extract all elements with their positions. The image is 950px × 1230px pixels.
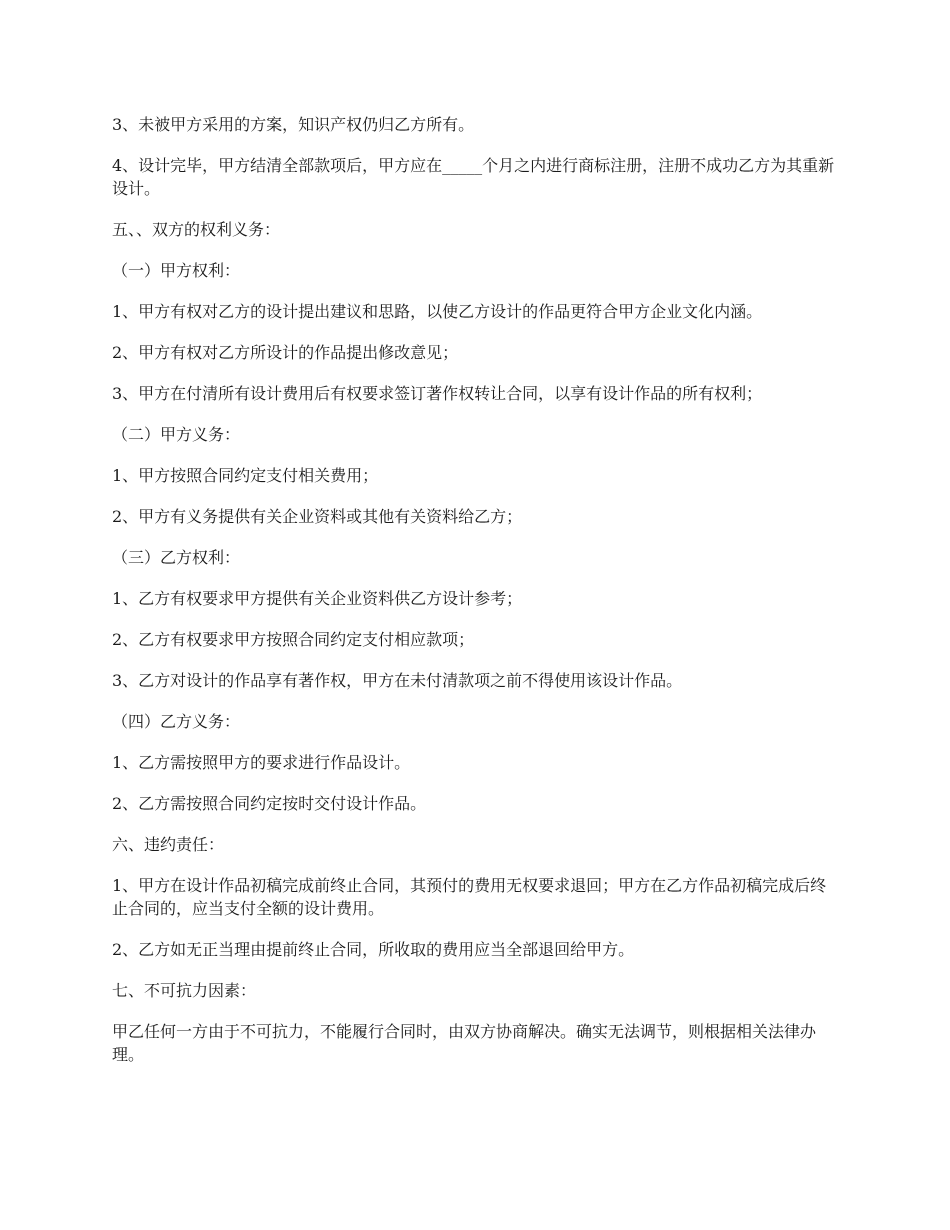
clause-paragraph: 1、甲方有权对乙方的设计提出建议和思路，以使乙方设计的作品更符合甲方企业文化内涵。	[112, 302, 763, 321]
clause-paragraph: 2、甲方有义务提供有关企业资料或其他有关资料给乙方；	[112, 507, 523, 526]
subsection-heading: （二）甲方义务：	[112, 425, 241, 444]
clause-paragraph: 2、乙方需按照合同约定按时交付设计作品。	[112, 794, 427, 813]
clause-paragraph: 1、甲方在设计作品初稿完成前终止合同，其预付的费用无权要求退回；甲方在乙方作品初稿完成后终止合同的，应当支付全额的设计费用。	[112, 876, 827, 918]
clause-paragraph: 1、甲方按照合同约定支付相关费用；	[112, 466, 379, 485]
clause-paragraph: 4、设计完毕，甲方结清全部款项后，甲方应在_____个月之内进行商标注册，注册不成功乙方为其重新设计。	[112, 156, 835, 198]
clause-paragraph: 甲乙任何一方由于不可抗力，不能履行合同时，由双方协商解决。确实无法调节，则根据相关法律办理。	[112, 1022, 817, 1064]
document-body	[112, 113, 842, 1084]
clause-paragraph: 2、乙方如无正当理由提前终止合同，所收取的费用应当全部退回给甲方。	[112, 940, 635, 959]
clause-paragraph: 1、乙方需按照甲方的要求进行作品设计。	[112, 753, 411, 772]
subsection-heading: （三）乙方权利：	[112, 548, 241, 567]
section-heading: 六、违约责任：	[112, 835, 225, 854]
clause-paragraph: 2、甲方有权对乙方所设计的作品提出修改意见；	[112, 343, 459, 362]
section-heading: 七、不可抗力因素：	[112, 981, 257, 1000]
subsection-heading: （四）乙方义务：	[112, 712, 241, 731]
clause-paragraph: 3、未被甲方采用的方案，知识产权仍归乙方所有。	[112, 115, 475, 134]
section-heading: 五、、双方的权利义务：	[112, 220, 281, 239]
subsection-heading: （一）甲方权利：	[112, 261, 241, 280]
clause-paragraph: 2、乙方有权要求甲方按照合同约定支付相应款项；	[112, 630, 475, 649]
clause-paragraph: 1、乙方有权要求甲方提供有关企业资料供乙方设计参考；	[112, 589, 523, 608]
clause-paragraph: 3、乙方对设计的作品享有著作权，甲方在未付清款项之前不得使用该设计作品。	[112, 671, 683, 690]
clause-paragraph: 3、甲方在付清所有设计费用后有权要求签订著作权转让合同，以享有设计作品的所有权利；	[112, 384, 763, 403]
